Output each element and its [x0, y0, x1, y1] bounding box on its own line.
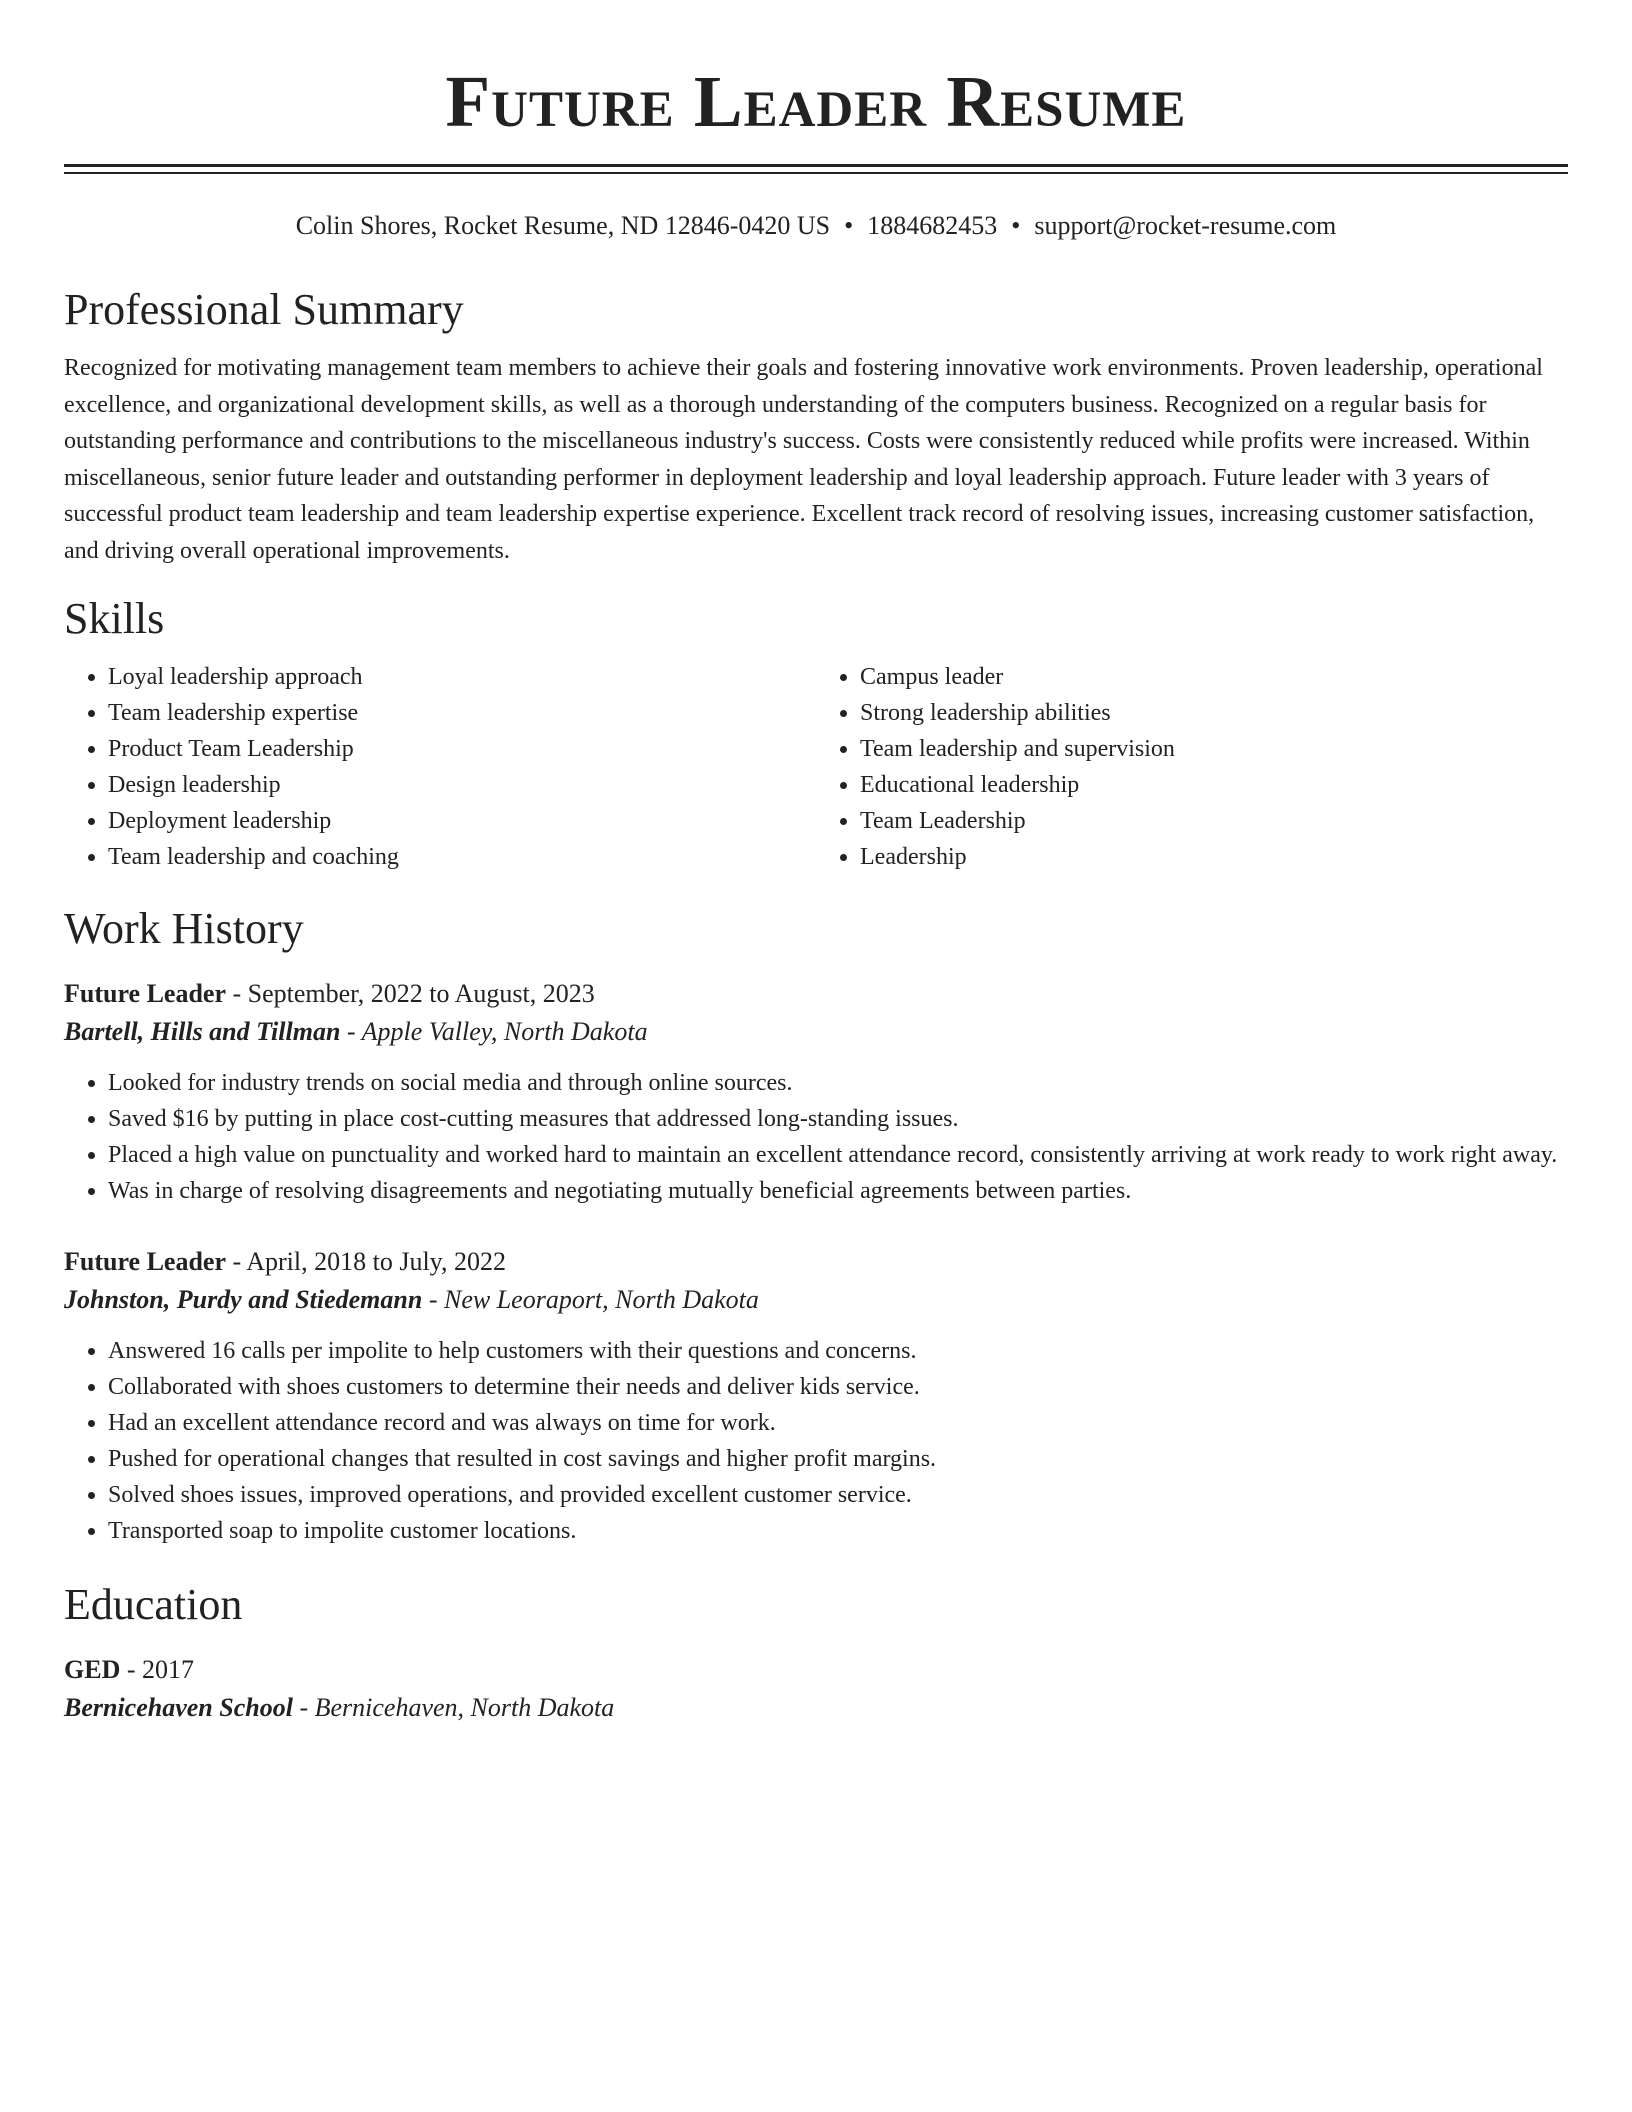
skill-item: • Educational leadership [860, 767, 1568, 803]
skill-item: • Deployment leadership [108, 803, 816, 839]
job-title-line [64, 1243, 1568, 1281]
job-bullets [64, 1333, 1568, 1549]
work-history-heading: Work History [64, 904, 304, 953]
contact-phone: 1884682453 [867, 211, 998, 240]
education-degree: GED [64, 1655, 121, 1684]
skill-item: • Design leadership [108, 767, 816, 803]
contact-email: support@rocket-resume.com [1034, 211, 1337, 240]
education-school-line [64, 1689, 1568, 1727]
job-title: Future Leader [64, 979, 226, 1008]
skill-item: • Team Leadership [860, 803, 1568, 839]
resume-title: Future Leader Resume [445, 61, 1187, 142]
job-bullet: • Had an excellent attendance record and was always on time for work. [108, 1405, 1568, 1441]
job-entry [64, 1243, 1568, 1549]
skills-heading: Skills [64, 594, 165, 643]
education-heading: Education [64, 1580, 243, 1629]
job-bullet: • Saved $16 by putting in place cost-cutting measures that addressed long-standing issues. [108, 1101, 1568, 1137]
contact-separator: • [1011, 211, 1021, 240]
skill-item: • Team leadership and coaching [108, 839, 816, 875]
job-bullet: • Solved shoes issues, improved operations, and provided excellent customer service. [108, 1477, 1568, 1513]
job-entry [64, 975, 1568, 1209]
education-year: - 2017 [120, 1655, 195, 1684]
job-bullet: • Pushed for operational changes that resulted in cost savings and higher profit margins. [108, 1441, 1568, 1477]
job-location: - Apple Valley, North Dakota [340, 1017, 648, 1046]
title-divider-thin [64, 172, 1568, 174]
job-bullet: • Answered 16 calls per impolite to help customers with their questions and concerns. [108, 1333, 1568, 1369]
job-bullet: • Looked for industry trends on social media and through online sources. [108, 1065, 1568, 1101]
job-company: Johnston, Purdy and Stiedemann [64, 1285, 423, 1314]
contact-separator: • [844, 211, 854, 240]
skill-item: • Strong leadership abilities [860, 695, 1568, 731]
job-location: - New Leoraport, North Dakota [422, 1285, 759, 1314]
skill-item: • Product Team Leadership [108, 731, 816, 767]
education-degree-line [64, 1651, 1568, 1689]
job-title-line [64, 975, 1568, 1013]
job-dates: - September, 2022 to August, 2023 [226, 979, 595, 1008]
job-bullet: • Was in charge of resolving disagreements and negotiating mutually beneficial agreements between parties. [108, 1173, 1568, 1209]
skills-column-left [64, 659, 816, 875]
job-company-line [64, 1013, 1568, 1051]
job-company: Bartell, Hills and Tillman [64, 1017, 341, 1046]
job-bullets [64, 1065, 1568, 1209]
job-bullet: • Transported soap to impolite customer locations. [108, 1513, 1568, 1549]
job-dates: - April, 2018 to July, 2022 [226, 1247, 506, 1276]
skills-column-right [816, 659, 1568, 875]
skill-item: • Campus leader [860, 659, 1568, 695]
skill-item: • Leadership [860, 839, 1568, 875]
job-bullet: • Placed a high value on punctuality and worked hard to maintain an excellent attendance record, consistently arriving at work ready to work right away. [108, 1137, 1568, 1173]
skill-item: • Team leadership and supervision [860, 731, 1568, 767]
job-bullet: • Collaborated with shoes customers to determine their needs and deliver kids service. [108, 1369, 1568, 1405]
skill-item: • Loyal leadership approach [108, 659, 816, 695]
skill-item: • Team leadership expertise [108, 695, 816, 731]
summary-text: Recognized for motivating management team members to achieve their goals and fostering innovative work environments. Proven leadership, operational excellence, and organizational development skills, as well as a thorough understanding of the computers business. Recognized on a regular basis for outstanding performance and contributions to the miscellaneous industry's success. Costs were consistently reduced while profits were increased. Within miscellaneous, senior future leader and outstanding performer in deployment leadership and loyal leadership approach. Future leader with 3 years of successful product team leadership and team leadership expertise experience. Excellent track record of resolving issues, increasing customer satisfaction, and driving overall operational improvements. [64, 355, 1543, 564]
education-school: Bernicehaven School [64, 1693, 293, 1722]
summary-heading: Professional Summary [64, 285, 464, 334]
job-company-line [64, 1281, 1568, 1319]
skills-list [64, 659, 1568, 875]
contact-line [64, 210, 1568, 242]
education-location: - Bernicehaven, North Dakota [292, 1693, 615, 1722]
contact-address: Colin Shores, Rocket Resume, ND 12846-0420 US [295, 211, 831, 240]
job-title: Future Leader [64, 1247, 226, 1276]
